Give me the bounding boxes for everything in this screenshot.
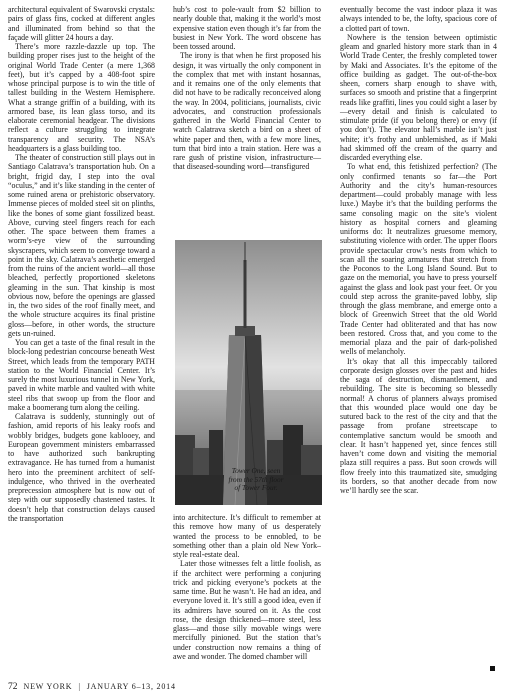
paragraph: architectural equivalent of Swarovski crystals: pairs of glass fins, cocked at different angles and illuminated from behind so that the façade will glitter 24 hours a day. [8, 5, 155, 42]
article-column-2-bottom [173, 513, 321, 661]
paragraph: into architecture. It’s difficult to remember at this remove how many of us desperately wanted the process to be ennobled, to be something other than a plain old New York–style real-estate deal. [173, 513, 321, 559]
paragraph: There’s more razzle-dazzle up top. The building proper rises just to the height of the original World Trade Center (a mere 1,368 feet), but it’s capped by a 408-foot spire whose principal purpose is to win the title of tallest building in the Western Hemisphere. What a strange griffin of a building, with its armored base, its lean glass torso, and its elaborate ceremonial headgear. The divisions reflect a culture struggling to integrate transparency and security. The NSA’s headquarters is a glass building too. [8, 42, 155, 153]
paragraph: The theater of construction still plays out in Santiago Calatrava’s transportation hub. On a bright, frigid day, I step into the oval “oculus,” and it’s like standing in the center of some ruined arena or prehistoric observatory. Immense pieces of molded steel sit on plinths, like the bones of some giant fossilized beast. Above, curving steel fingers reach for each other. The space between them frames a worm’s-eye view of the surrounding skyscrapers, which seem to converge toward a point in the sky. Calatrava’s aesthetic emerged from the ruins of the ancient world—all those bleached, perfectly proportioned skeletons gleaming in the sun. That kinship is most obvious now, before the openings are glassed in, the two sides of the roof finally meet, and the whole structure acquires its final pristine gloss—before, in other words, the structure gets un-ruined. [8, 153, 155, 338]
page-number: 72 [8, 682, 18, 692]
magazine-name: NEW YORK [23, 682, 73, 691]
paragraph: The irony is that when he first proposed his design, it was virtually the only component in the complex that met with instant hosannas, and it remains one of the only elements that did not have to be radically reconceived along the way. In 2004, politicians, journalists, civic advocates, and construction professionals gathered in the World Financial Center to watch Calatrava sketch a bird on a sheet of white paper and then, with a few more lines, turn that bird into a train station. Here was a rare gush of pristine vision, infrastructure—that diseased-sounding word—transfigured [173, 51, 321, 172]
paragraph: eventually become the vast indoor plaza it was always intended to be, the lofty, spacious core of a clotted part of town. [340, 5, 497, 33]
folio-separator: | [78, 682, 81, 691]
paragraph: hub’s cost to pole-vault from $2 billion to nearly double that, making it the world’s most expensive station even though it’s far from the busiest in New York. The word obscene has been tossed around. [173, 5, 321, 51]
paragraph: You can get a taste of the final result in the block-long pedestrian concourse beneath West Street, which leads from the temporary PATH station to the World Financial Center. It’s surely the most luxurious tunnel in New York, paved in white marble and vaulted with white steel ribs that swoop up from the floor and make a boomerang turn along the ceiling. [8, 338, 155, 412]
paragraph: Later those witnesses felt a little foolish, as if the architect were performing a conjuring trick and picking everyone’s pockets at the same time. But he wasn’t. He had an idea, and everyone loved it. It’s still a good idea, even if its admirers have soured on it. As the cost rose, the design thickened—more steel, less glass—and those silly movable wings were mercifully pinioned. But the station that’s under construction now remains a thing of awe and wonder. The domed chamber will [173, 559, 321, 661]
end-of-article-mark [490, 666, 495, 671]
paragraph: To what end, this fetishized perfection? (The only confirmed tenants so far—the Port Authority and the city’s human-resources department—could probably manage with less luxe.) Maybe it’s that the building performs the same consoling magic on the site’s violent history as hospital corners and gleaming uniforms do: It neutralizes gruesome memory, substituting violence with order. The upper floors provide spectacular crow’s nests from which to scan all the soaring armatures that stretch from the Poconos to the Long Island Sound. But to gaze on the memorial, you have to press yourself against the glass and look past your feet. Or you could step across the granite-paved lobby, slip through the glass membrane, and emerge onto a block of Greenwich Street that the old World Trade Center had obliterated and that has now been restored. Cross that, and you come to the memorial plaza and the pair of dark-polished wells of melancholy. [340, 162, 497, 357]
article-column-3 [340, 5, 497, 495]
page-folio [8, 682, 176, 692]
article-column-1 [8, 5, 155, 523]
photo-caption: Tower One, seen from the 57th floor of Tower Four. [228, 466, 284, 493]
issue-date: JANUARY 6–13, 2014 [86, 682, 176, 691]
paragraph: Nowhere is the tension between optimistic gleam and gnarled history more stark than in 4 World Trade Center, the freshly completed tower by Maki and Associates. It’s the epitome of the office building as gadget. The out-of-the-box sheen, corners sharp enough to shave with, surfaces so smooth and pristine that a fingerprint reads like graffiti, lines you could sight a laser by—every detail and finish is calculated to stimulate pride (if you belong there) or envy (if you don’t). The elevator hall’s marble isn’t just white; it’s frothy and unblemished, as if Maki had skimmed off the cream of the quarry and discarded everything else. [340, 32, 497, 162]
paragraph: It’s okay that all this impeccably tailored corporate design glosses over the past and hides the saga of destruction, dismantlement, and rebuilding. The site is becoming so blessedly normal! A chorus of planners always promised that this wounded place would one day be sutured back to the rest of the city and that the passage from profane streetscape to contemplative sanctum would be smooth and clear. It hasn’t happened yet, since fences still haven’t come down and visiting the memorial plaza still requires a pass. But soon crowds will flow freely into this traumatized site, smudging its borders, so that another decade from now we’ll hardly see the scar. [340, 356, 497, 495]
article-column-2-top [173, 5, 321, 172]
paragraph: Calatrava is suddenly, stunningly out of fashion, amid reports of his leaky roofs and wobbly bridges, budgets gone kablooey, and European government ministers embarrassed to have authorized such bankrupting extravagance. He has turned from a humanist hero into the preeminent architect of self-indulgence, who thrived in the overheated preprecession atmosphere but is now out of step with our supposedly chastened tastes. It doesn’t help that construction delays caused the transportation [8, 412, 155, 523]
